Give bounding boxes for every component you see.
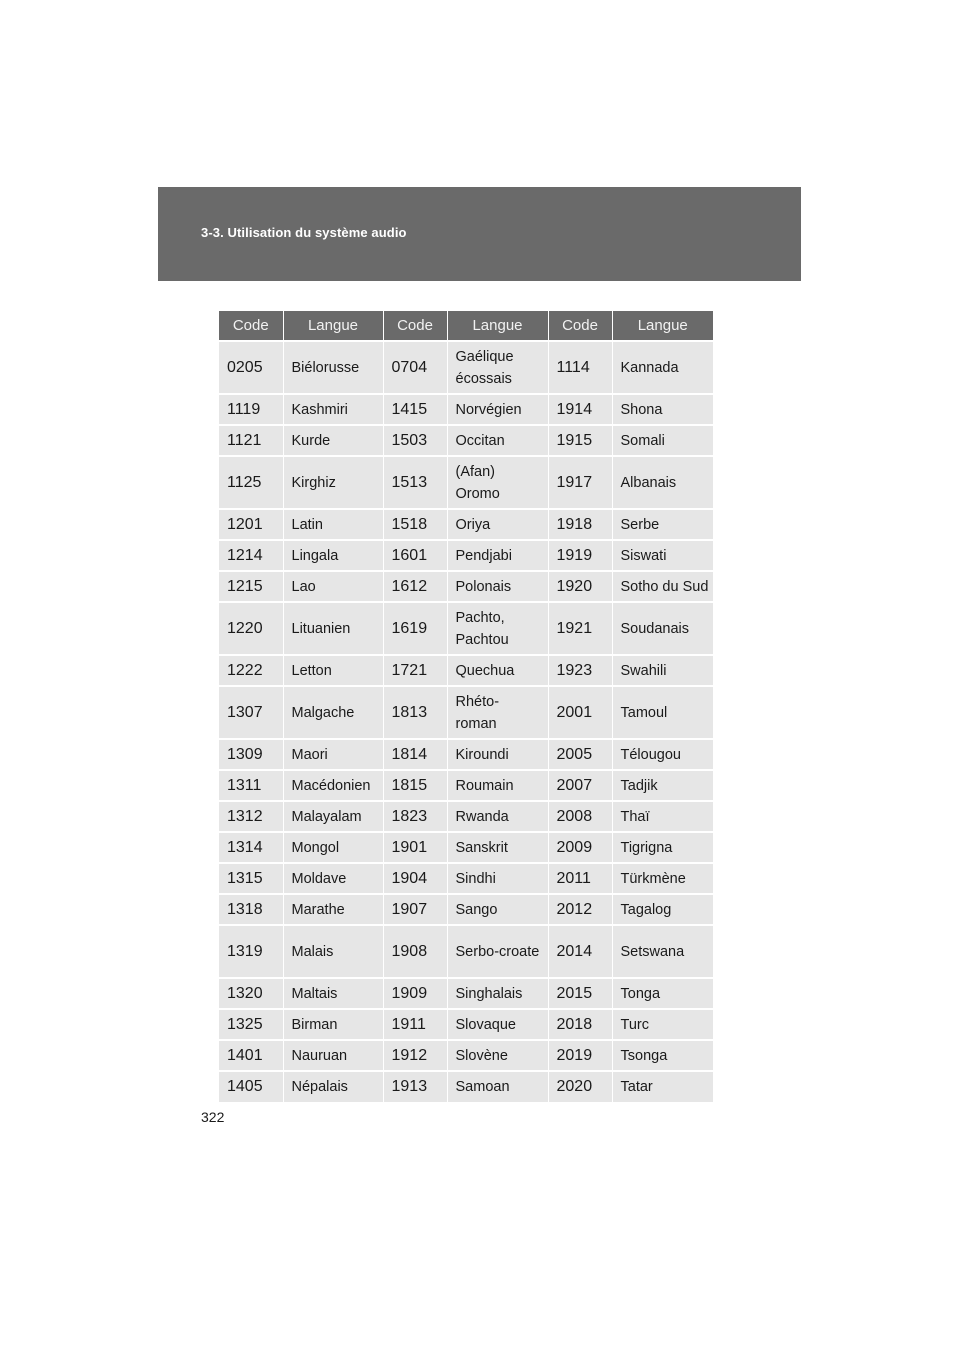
code-cell: 1911 <box>383 1009 447 1040</box>
language-cell: Kurde <box>283 425 383 456</box>
code-cell: 1908 <box>383 925 447 978</box>
code-cell: 1503 <box>383 425 447 456</box>
language-cell: Marathe <box>283 894 383 925</box>
language-cell: Tagalog <box>612 894 713 925</box>
code-cell: 1823 <box>383 801 447 832</box>
language-cell: Shona <box>612 394 713 425</box>
language-cell: Kirghiz <box>283 456 383 509</box>
language-cell: Tonga <box>612 978 713 1009</box>
code-cell: 1721 <box>383 655 447 686</box>
table-row <box>219 894 713 925</box>
language-cell: Nauruan <box>283 1040 383 1071</box>
column-header-code: Code <box>548 311 612 341</box>
column-header-language: Langue <box>612 311 713 341</box>
code-cell: 1315 <box>219 863 283 894</box>
code-cell: 1917 <box>548 456 612 509</box>
language-cell: Télougou <box>612 739 713 770</box>
language-cell: Kiroundi <box>447 739 548 770</box>
table-row <box>219 1009 713 1040</box>
code-cell: 1319 <box>219 925 283 978</box>
column-header-code: Code <box>219 311 283 341</box>
code-cell: 1125 <box>219 456 283 509</box>
table-header-row <box>219 311 713 341</box>
table-row <box>219 394 713 425</box>
code-cell: 1923 <box>548 655 612 686</box>
code-cell: 1114 <box>548 341 612 394</box>
language-cell: Rwanda <box>447 801 548 832</box>
table-row <box>219 456 713 509</box>
language-cell: Lingala <box>283 540 383 571</box>
language-cell: Singhalais <box>447 978 548 1009</box>
code-cell: 1909 <box>383 978 447 1009</box>
language-cell: Slovène <box>447 1040 548 1071</box>
language-cell: Oriya <box>447 509 548 540</box>
language-cell: Latin <box>283 509 383 540</box>
language-cell: Sanskrit <box>447 832 548 863</box>
language-cell: Sindhi <box>447 863 548 894</box>
language-cell: Soudanais <box>612 602 713 655</box>
code-cell: 1912 <box>383 1040 447 1071</box>
language-cell: Mongol <box>283 832 383 863</box>
code-cell: 2005 <box>548 739 612 770</box>
language-cell: Malgache <box>283 686 383 739</box>
code-cell: 1601 <box>383 540 447 571</box>
code-cell: 1401 <box>219 1040 283 1071</box>
table-row <box>219 739 713 770</box>
language-cell: Siswati <box>612 540 713 571</box>
code-cell: 2018 <box>548 1009 612 1040</box>
language-cell: Pachto, Pachtou <box>447 602 548 655</box>
code-cell: 1307 <box>219 686 283 739</box>
code-cell: 1201 <box>219 509 283 540</box>
table-row <box>219 978 713 1009</box>
language-cell: Tsonga <box>612 1040 713 1071</box>
code-cell: 1920 <box>548 571 612 602</box>
code-cell: 2015 <box>548 978 612 1009</box>
language-cell: Thaï <box>612 801 713 832</box>
language-cell: Swahili <box>612 655 713 686</box>
language-cell: Népalais <box>283 1071 383 1102</box>
code-cell: 2014 <box>548 925 612 978</box>
code-cell: 1222 <box>219 655 283 686</box>
language-cell: Pendjabi <box>447 540 548 571</box>
code-cell: 1913 <box>383 1071 447 1102</box>
table-row <box>219 801 713 832</box>
table-row <box>219 425 713 456</box>
language-cell: Tigrigna <box>612 832 713 863</box>
code-cell: 1318 <box>219 894 283 925</box>
code-cell: 1220 <box>219 602 283 655</box>
code-cell: 1311 <box>219 770 283 801</box>
language-cell: Samoan <box>447 1071 548 1102</box>
language-cell: Tadjik <box>612 770 713 801</box>
code-cell: 2011 <box>548 863 612 894</box>
code-cell: 2012 <box>548 894 612 925</box>
column-header-language: Langue <box>283 311 383 341</box>
language-cell: Lao <box>283 571 383 602</box>
code-cell: 1320 <box>219 978 283 1009</box>
table-row <box>219 509 713 540</box>
code-cell: 1121 <box>219 425 283 456</box>
language-cell: Tamoul <box>612 686 713 739</box>
language-cell: Somali <box>612 425 713 456</box>
language-cell: Letton <box>283 655 383 686</box>
language-cell: Maltais <box>283 978 383 1009</box>
language-cell: Lituanien <box>283 602 383 655</box>
column-header-code: Code <box>383 311 447 341</box>
language-cell: Türkmène <box>612 863 713 894</box>
code-cell: 1815 <box>383 770 447 801</box>
language-cell: Kashmiri <box>283 394 383 425</box>
code-cell: 1904 <box>383 863 447 894</box>
code-cell: 1314 <box>219 832 283 863</box>
code-cell: 1921 <box>548 602 612 655</box>
code-cell: 0205 <box>219 341 283 394</box>
language-cell: Roumain <box>447 770 548 801</box>
table-row <box>219 571 713 602</box>
table-row <box>219 540 713 571</box>
language-cell: Albanais <box>612 456 713 509</box>
language-cell: Malais <box>283 925 383 978</box>
table-row <box>219 1040 713 1071</box>
code-cell: 0704 <box>383 341 447 394</box>
language-cell: Slovaque <box>447 1009 548 1040</box>
code-cell: 1907 <box>383 894 447 925</box>
code-cell: 1214 <box>219 540 283 571</box>
page-number: 322 <box>201 1109 225 1125</box>
table-row <box>219 925 713 978</box>
code-cell: 1619 <box>383 602 447 655</box>
language-code-table <box>219 311 713 1102</box>
code-cell: 1325 <box>219 1009 283 1040</box>
table-header <box>219 311 713 341</box>
table-row <box>219 770 713 801</box>
code-cell: 2001 <box>548 686 612 739</box>
language-cell: Kannada <box>612 341 713 394</box>
code-cell: 1813 <box>383 686 447 739</box>
language-cell: Macédonien <box>283 770 383 801</box>
table-row <box>219 863 713 894</box>
table-body <box>219 341 713 1102</box>
code-cell: 1612 <box>383 571 447 602</box>
language-cell: Maori <box>283 739 383 770</box>
code-cell: 1312 <box>219 801 283 832</box>
language-cell: Occitan <box>447 425 548 456</box>
language-cell: Polonais <box>447 571 548 602</box>
code-cell: 2009 <box>548 832 612 863</box>
table-row <box>219 1071 713 1102</box>
table-row <box>219 655 713 686</box>
column-header-language: Langue <box>447 311 548 341</box>
language-cell: Birman <box>283 1009 383 1040</box>
code-cell: 1513 <box>383 456 447 509</box>
code-cell: 1919 <box>548 540 612 571</box>
table-row <box>219 602 713 655</box>
code-cell: 1215 <box>219 571 283 602</box>
code-cell: 1518 <box>383 509 447 540</box>
language-cell: (Afan) Oromo <box>447 456 548 509</box>
language-cell: Rhéto-roman <box>447 686 548 739</box>
code-cell: 1415 <box>383 394 447 425</box>
code-cell: 2019 <box>548 1040 612 1071</box>
language-cell: Serbo-croate <box>447 925 548 978</box>
code-cell: 1814 <box>383 739 447 770</box>
language-cell: Biélorusse <box>283 341 383 394</box>
language-cell: Tatar <box>612 1071 713 1102</box>
language-cell: Serbe <box>612 509 713 540</box>
section-title: 3-3. Utilisation du système audio <box>201 225 407 240</box>
language-cell: Gaélique écossais <box>447 341 548 394</box>
language-cell: Quechua <box>447 655 548 686</box>
code-cell: 2008 <box>548 801 612 832</box>
language-cell: Turc <box>612 1009 713 1040</box>
language-cell: Norvégien <box>447 394 548 425</box>
code-cell: 1915 <box>548 425 612 456</box>
table-row <box>219 341 713 394</box>
code-cell: 1901 <box>383 832 447 863</box>
language-cell: Sotho du Sud <box>612 571 713 602</box>
code-cell: 1918 <box>548 509 612 540</box>
code-cell: 2007 <box>548 770 612 801</box>
language-cell: Setswana <box>612 925 713 978</box>
table-row <box>219 686 713 739</box>
language-cell: Malayalam <box>283 801 383 832</box>
language-cell: Sango <box>447 894 548 925</box>
section-header-bar <box>158 187 801 281</box>
language-cell: Moldave <box>283 863 383 894</box>
table-row <box>219 832 713 863</box>
code-cell: 1119 <box>219 394 283 425</box>
code-cell: 1405 <box>219 1071 283 1102</box>
code-cell: 2020 <box>548 1071 612 1102</box>
code-cell: 1914 <box>548 394 612 425</box>
code-cell: 1309 <box>219 739 283 770</box>
